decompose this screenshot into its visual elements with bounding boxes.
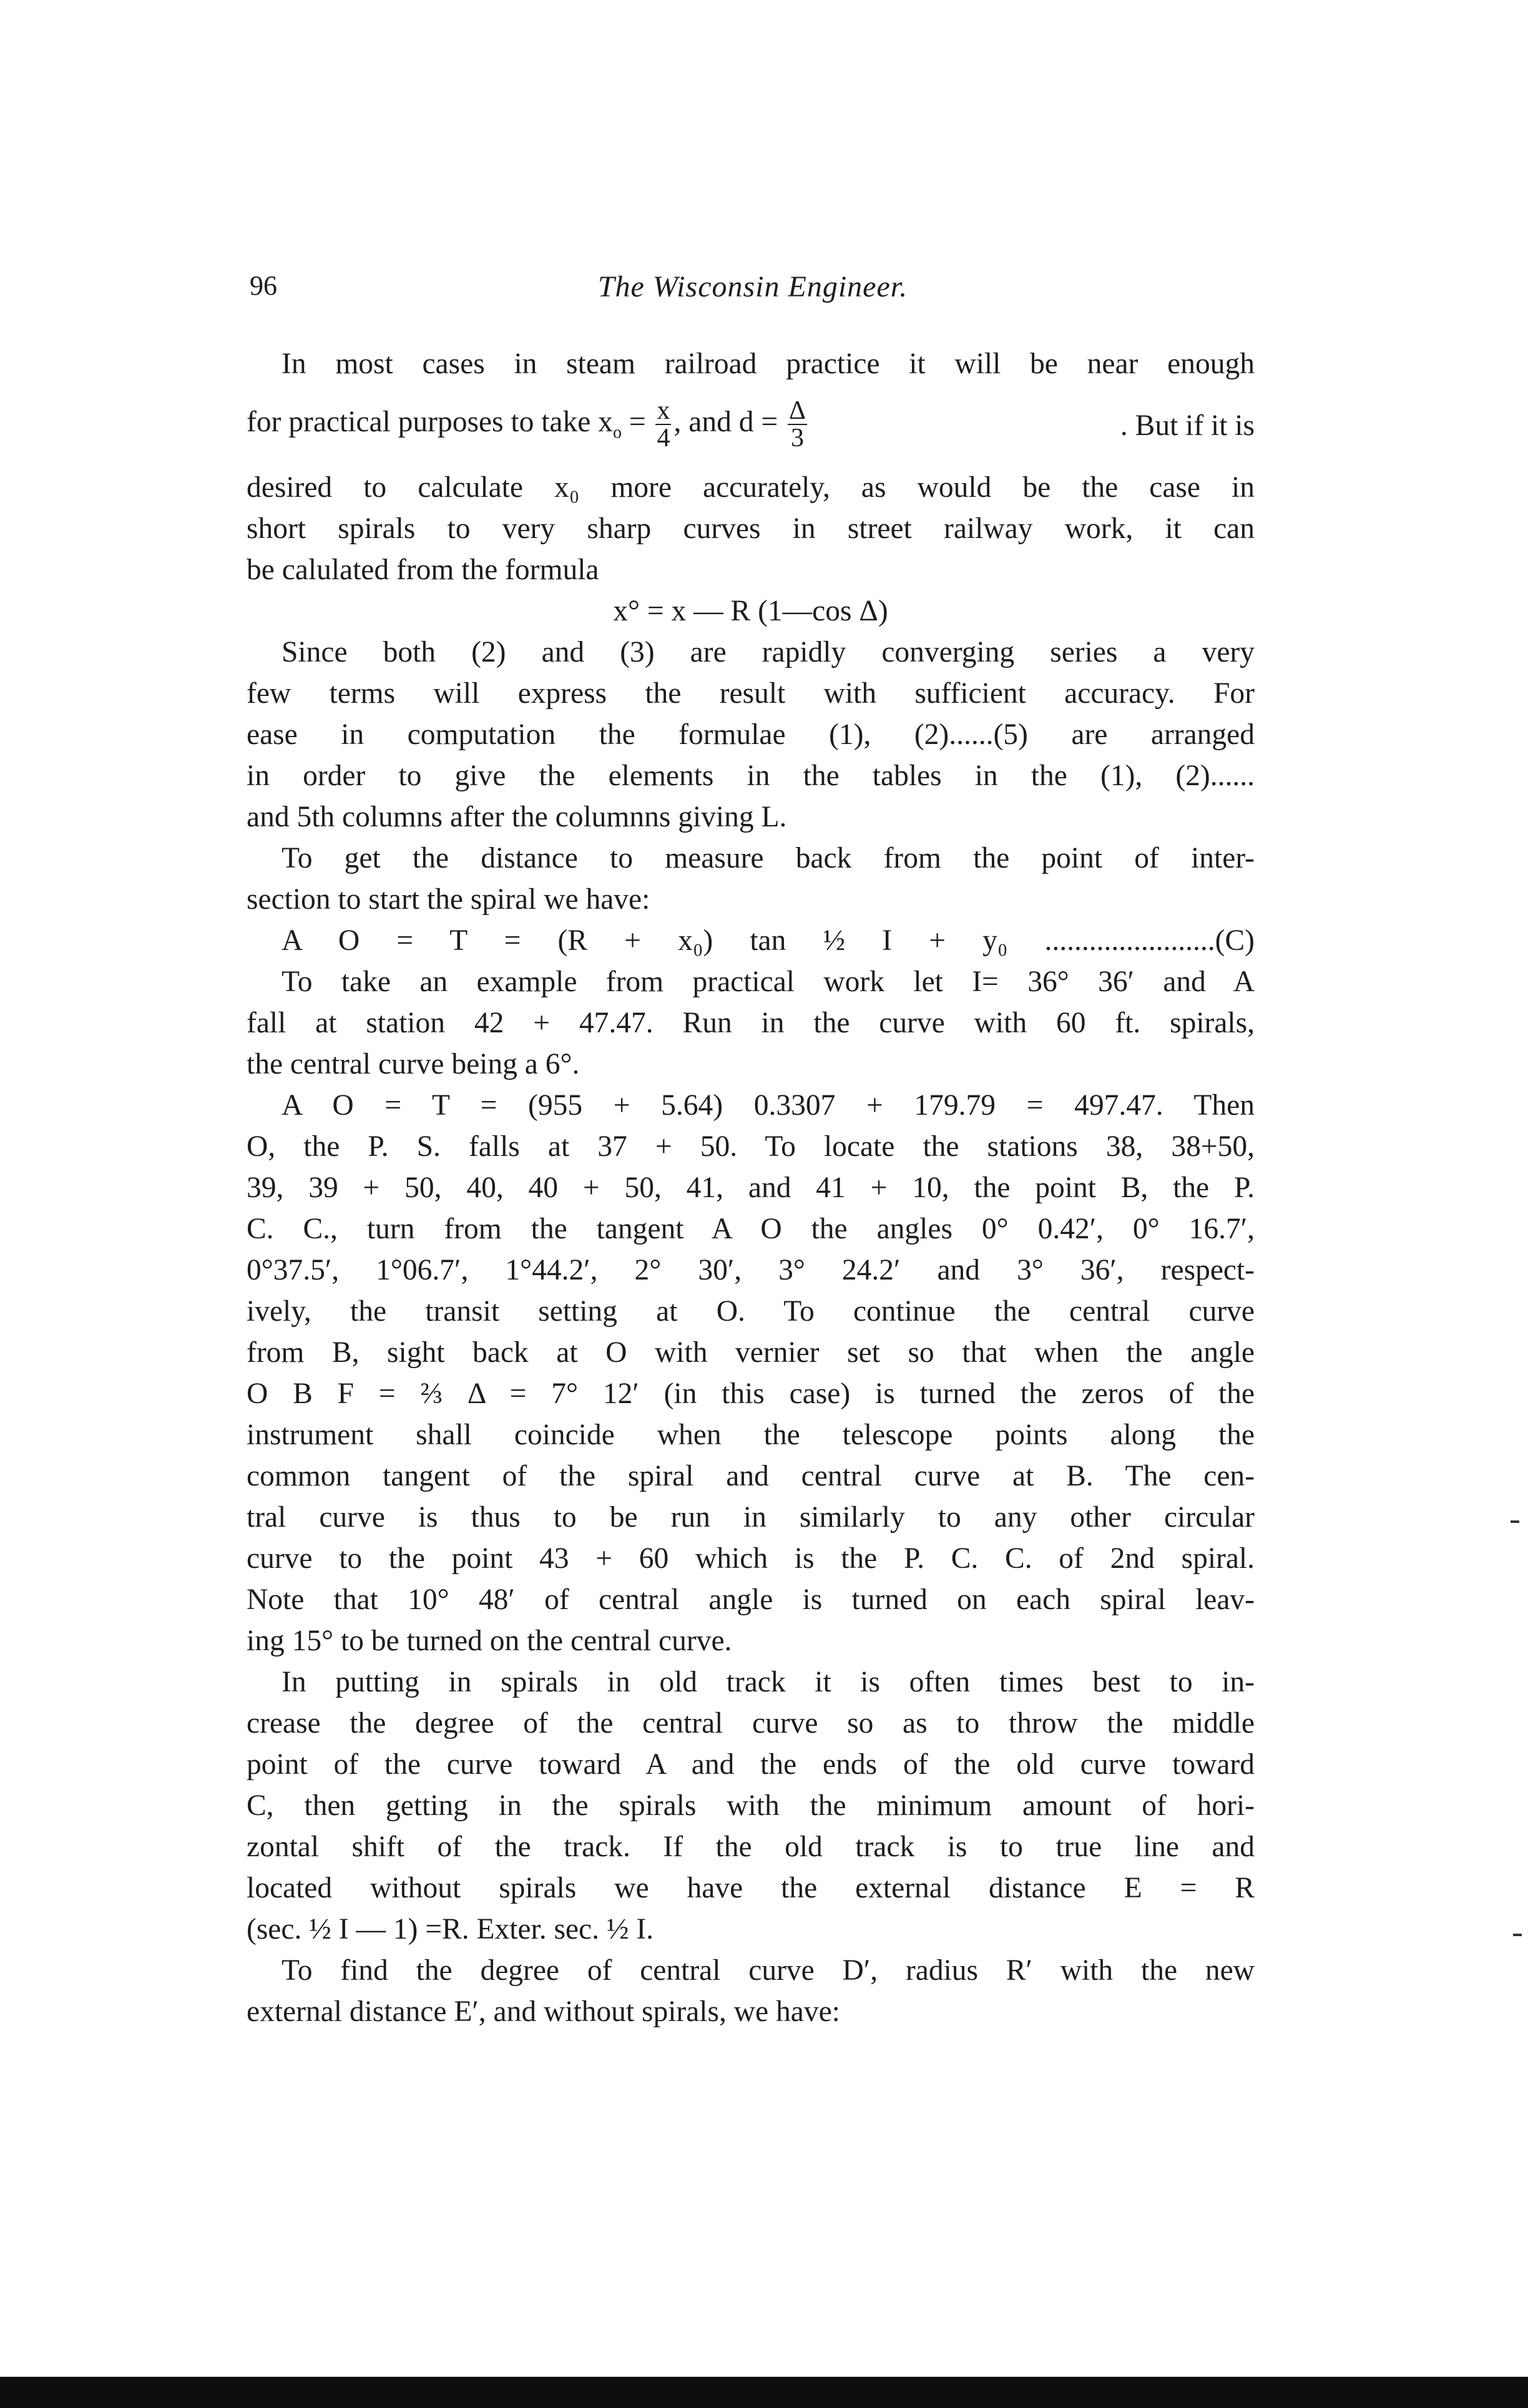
page-header (250, 270, 1256, 307)
text-line: desired to calculate x₀ more accurately, as would be the case in (247, 471, 1255, 504)
formula-line: A O = T = (R + x₀) tan ½ I + y₀ .......................(C) (282, 924, 1255, 957)
text-line: To get the distance to measure back from the point of inter- (282, 842, 1255, 874)
text-line: and 5th columns after the columnns giving L. (247, 801, 787, 833)
text-line: section to start the spiral we have: (247, 883, 650, 916)
subscript: o (612, 423, 622, 443)
text-line: point of the curve toward A and the ends of the old curve toward (247, 1748, 1255, 1781)
margin-mark (1511, 1520, 1519, 1523)
text-line: ing 15° to be turned on the central curve. (247, 1625, 732, 1657)
text-line: C, then getting in the spirals with the minimum amount of hori- (247, 1789, 1255, 1822)
text-line: few terms will express the result with sufficient accuracy. For (247, 677, 1255, 710)
text-line: Since both (2) and (3) are rapidly converging series a very (282, 636, 1255, 668)
text-line: In putting in spirals in old track it is often times best to in- (282, 1666, 1255, 1698)
fraction-numerator: Δ (788, 396, 806, 426)
text-line: instrument shall coincide when the telescope points along the (247, 1419, 1255, 1451)
formula-line: x° = x — R (1—cos Δ) (613, 595, 888, 627)
text-line: tral curve is thus to be run in similarly to any other circular (247, 1501, 1255, 1534)
fraction-numerator: x (657, 396, 670, 426)
scan-bottom-border (0, 2377, 1528, 2408)
text-line: common tangent of the spiral and central curve at B. The cen- (247, 1460, 1255, 1492)
fraction-denominator: 3 (790, 424, 804, 453)
text-line: 39, 39 + 50, 40, 40 + 50, 41, and 41 + 10, the point B, the P. (247, 1172, 1255, 1204)
text-line: In most cases in steam railroad practice it will be near enough (282, 348, 1255, 380)
text-line: Note that 10° 48′ of central angle is turned on each spiral leav- (247, 1583, 1255, 1616)
text-segment: . But if it is (1120, 409, 1255, 442)
text-line: external distance E′, and without spirals, we have: (247, 1995, 840, 2028)
text-line: fall at station 42 + 47.47. Run in the curve with 60 ft. spirals, (247, 1007, 1255, 1039)
text-line: short spirals to very sharp curves in street railway work, it can (247, 512, 1255, 545)
page-number: 96 (250, 270, 277, 301)
text-line: O B F = ⅔ Δ = 7° 12′ (in this case) is turned the zeros of the (247, 1378, 1255, 1410)
text-segment: , and d = (673, 406, 778, 439)
text-line: ively, the transit setting at O. To continue the central curve (247, 1295, 1255, 1328)
text-line: A O = T = (955 + 5.64) 0.3307 + 179.79 = 497.47. Then (282, 1089, 1255, 1122)
text-line: located without spirals we have the external distance E = R (247, 1872, 1255, 1904)
text-line: zontal shift of the track. If the old track is to true line and (247, 1831, 1255, 1863)
fraction-delta-over-3 (788, 398, 807, 451)
text-line: To take an example from practical work let I= 36° 36′ and A (282, 966, 1255, 998)
text-line: C. C., turn from the tangent A O the angles 0° 0.42′, 0° 16.7′, (247, 1213, 1255, 1245)
text-line: 0°37.5′, 1°06.7′, 1°44.2′, 2° 30′, 3° 24.2′ and 3° 36′, respect- (247, 1254, 1255, 1286)
margin-mark (1513, 1934, 1522, 1936)
text-line: in order to give the elements in the tables in the (1), (2)...... (247, 760, 1255, 792)
text-line: O, the P. S. falls at 37 + 50. To locate the stations 38, 38+50, (247, 1130, 1255, 1163)
text-line: curve to the point 43 + 60 which is the P. C. C. of 2nd spiral. (247, 1542, 1255, 1575)
text-line: crease the degree of the central curve so as to throw the middle (247, 1707, 1255, 1740)
text-line: the central curve being a 6°. (247, 1048, 580, 1080)
text-line: be calulated from the formula (247, 554, 599, 586)
fraction-x-over-4 (655, 398, 671, 451)
text-line: ease in computation the formulae (1), (2)......(5) are arranged (247, 718, 1255, 751)
text-line: from B, sight back at O with vernier set so that when the angle (247, 1336, 1255, 1369)
text-line-with-fractions (247, 384, 1255, 467)
text-line: To find the degree of central curve D′, radius R′ with the new (282, 1954, 1255, 1987)
running-title: The Wisconsin Engineer. (597, 270, 908, 303)
text-segment: = (621, 406, 646, 439)
text-segment: for practical purposes to take x (247, 406, 613, 439)
fraction-denominator: 4 (657, 424, 670, 453)
body-text (247, 343, 1255, 2032)
text-line: (sec. ½ I — 1) =R. Exter. sec. ½ I. (247, 1913, 654, 1945)
